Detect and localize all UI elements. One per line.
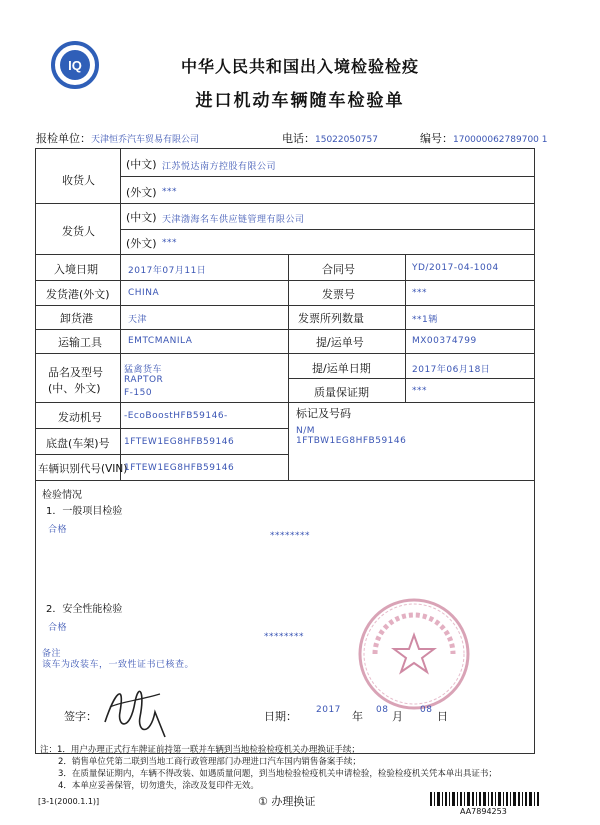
date-month: 08 (376, 705, 389, 715)
general-inspection-stars: ******** (270, 531, 310, 541)
product-label-sub: (中、外文) (48, 382, 101, 395)
vin-value: 1FTEW1EG8HFB59146 (124, 463, 235, 473)
date-day-unit: 日 (437, 710, 448, 723)
barcode-number: AA7894253 (460, 807, 507, 816)
bill-date-value: 2017年06月18日 (412, 365, 491, 375)
warranty-label: 质量保证期 (314, 386, 369, 399)
row-divider (35, 454, 288, 455)
consignee-fw-value: *** (162, 187, 177, 197)
row-divider (35, 428, 288, 429)
invoice-value: *** (412, 288, 427, 298)
row-divider (35, 329, 535, 330)
handwritten-signature-icon (95, 672, 175, 742)
row-divider (120, 229, 535, 230)
signature-label: 签字： (64, 710, 97, 723)
product-value-model: RAPTOR (124, 375, 164, 385)
row-divider (35, 480, 535, 481)
note-line-2: 2．销售单位凭第二联到当地工商行政管理部门办理进口汽车国内销售备案手续； (58, 757, 361, 767)
chassis-value: 1FTEW1EG8HFB59146 (124, 437, 235, 447)
bill-date-label: 提/运单日期 (312, 362, 371, 375)
chassis-label: 底盘(车架)号 (46, 437, 110, 450)
consignee-cn-tag: (中文) (126, 158, 157, 171)
barcode-icon (430, 792, 540, 806)
row-divider (35, 254, 535, 255)
row-divider (35, 203, 535, 204)
inspection-section-label: 检验情况 (42, 490, 82, 501)
consignor-cn-tag: (中文) (126, 211, 157, 224)
row-divider (288, 378, 535, 379)
official-seal-icon (355, 595, 473, 713)
date-month-unit: 月 (392, 710, 403, 723)
form-code: [3-1(2000.1.1)] (38, 797, 100, 806)
row-divider (35, 353, 535, 354)
number-label: 编号： (420, 132, 453, 145)
bill-number-label: 提/运单号 (316, 336, 364, 349)
row-divider (35, 402, 535, 403)
number-value: 170000062789700 1 (453, 135, 548, 145)
consignor-label: 发货人 (62, 225, 95, 238)
row-divider (120, 176, 535, 177)
port-label: 发货港(外文) (46, 288, 110, 301)
document-title-line2: 进口机动车辆随车检验单 (195, 91, 405, 111)
applicant-value: 天津恒乔汽车贸易有限公司 (91, 135, 200, 145)
consignee-label: 收货人 (62, 174, 95, 187)
vin-label: 车辆识别代号(VIN) (38, 463, 128, 475)
entry-date-value: 2017年07月11日 (128, 266, 207, 276)
date-day: 08 (420, 705, 433, 715)
applicant-label: 报检单位： (36, 132, 91, 145)
consignor-fw-value: *** (162, 238, 177, 248)
date-label: 日期： (264, 710, 297, 723)
bill-number-value: MX00374799 (412, 336, 477, 346)
engine-number-value: -EcoBoostHFB59146- (124, 411, 228, 421)
row-divider (35, 305, 535, 306)
product-value-variant: F-150 (124, 388, 153, 398)
remark-value: 该车为改装车，一致性证书已核查。 (42, 660, 195, 670)
applicant-field (36, 130, 199, 146)
date-year-unit: 年 (352, 710, 363, 723)
transport-label: 运输工具 (58, 336, 102, 349)
unload-port-value: 天津 (128, 315, 148, 325)
contract-label: 合同号 (322, 263, 355, 276)
phone-value: 15022050757 (315, 135, 378, 145)
row-divider (35, 280, 535, 281)
safety-inspection-label: 2．安全性能检验 (46, 604, 123, 615)
consignee-cn-value: 江苏悦达南方控股有限公司 (162, 162, 277, 172)
entry-date-label: 入境日期 (54, 263, 98, 276)
document-title-line1: 中华人民共和国出入境检验检疫 (180, 57, 419, 76)
column-divider (288, 254, 289, 480)
general-inspection-result: 合格 (48, 525, 68, 535)
column-divider (120, 148, 121, 480)
number-field (420, 130, 547, 146)
unload-port-label: 卸货港 (60, 312, 93, 325)
product-label: 品名及型号 (48, 366, 103, 379)
consignee-fw-tag: (外文) (126, 186, 157, 199)
general-inspection-label: 1．一般项目检验 (46, 506, 123, 517)
invoice-qty-label: 发票所列数量 (298, 312, 364, 325)
phone-label: 电话： (282, 132, 315, 145)
product-value-cn: 猛禽货车 (124, 365, 163, 375)
safety-inspection-result: 合格 (48, 623, 68, 633)
consignor-cn-value: 天津渤海名车供应链管理有限公司 (162, 215, 305, 225)
warranty-value: *** (412, 386, 427, 396)
note-line-4: 4．本单应妥善保管，切勿遗失，涂改及复印件无效。 (58, 781, 259, 791)
phone-field (282, 130, 378, 146)
consignor-fw-tag: (外文) (126, 237, 157, 250)
marks-value-vin: 1FTBW1EG8HFB59146 (296, 436, 407, 446)
svg-text:IQ: IQ (68, 58, 82, 73)
engine-number-label: 发动机号 (58, 411, 102, 424)
safety-inspection-stars: ******** (264, 632, 304, 642)
note-line-3: 3．在质量保证期内，车辆不得改装、如遇质量问题，到当地检验检疫机关申请检验，检验检疫机关凭本单出具证书； (58, 769, 497, 779)
contract-value: YD/2017-04-1004 (412, 263, 499, 273)
marks-value-nm: N/M (296, 426, 316, 436)
invoice-qty-value: **1辆 (412, 315, 438, 325)
transport-value: EMTCMANILA (128, 336, 193, 346)
port-value: CHINA (128, 288, 160, 298)
invoice-label: 发票号 (322, 288, 355, 301)
copy-label: ① 办理换证 (258, 795, 316, 808)
column-divider (405, 254, 406, 402)
marks-label: 标记及号码 (296, 407, 351, 420)
date-year: 2017 (316, 705, 341, 715)
remark-label: 备注 (42, 649, 62, 659)
note-line-1: 注：1．用户办理正式行车牌证前持第一联并车辆到当地检验检疫机关办理换证手续； (40, 745, 360, 755)
